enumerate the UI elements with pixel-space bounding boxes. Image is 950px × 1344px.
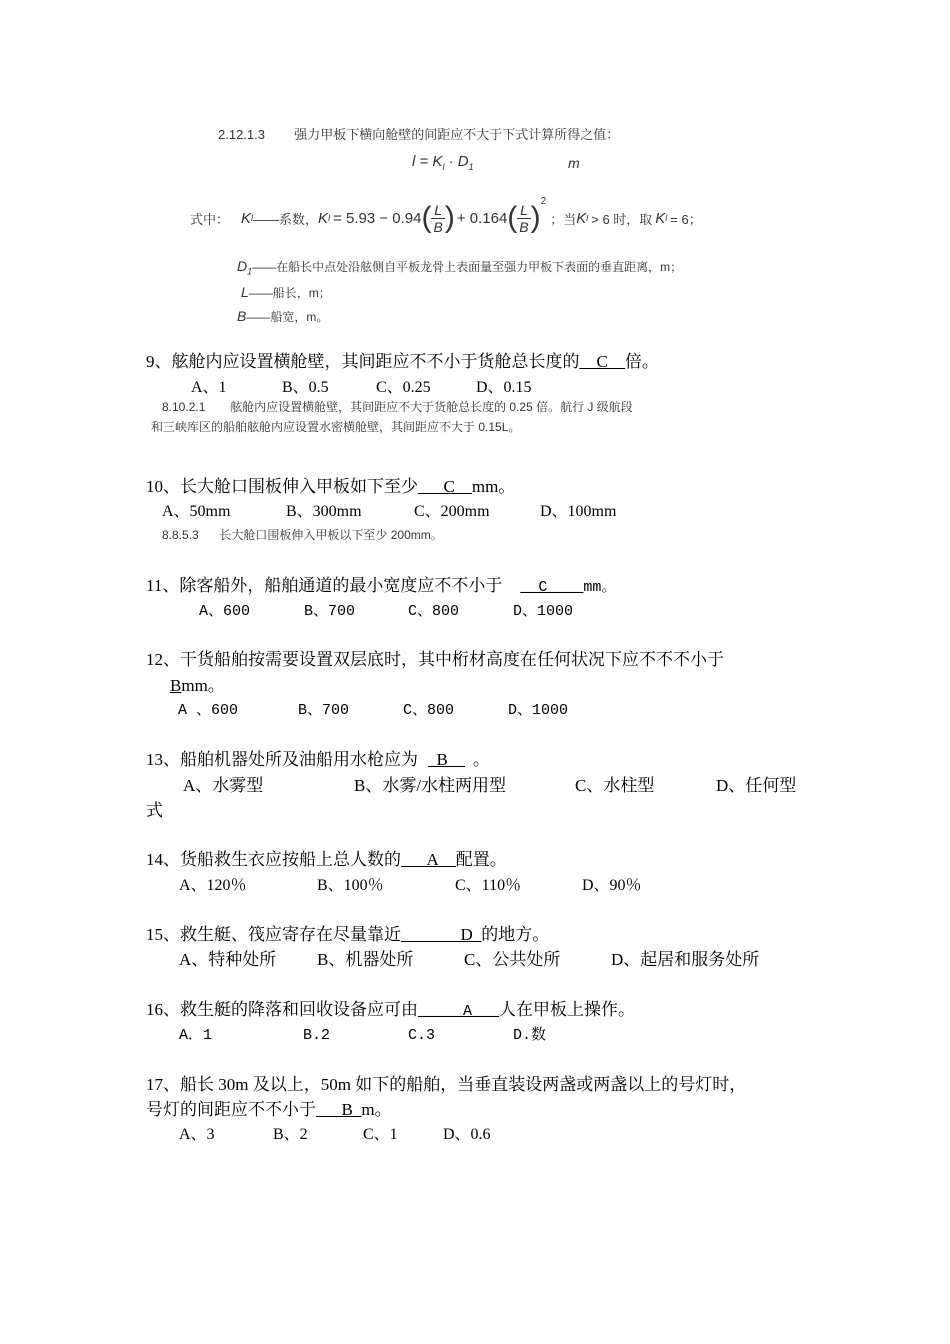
option-c: C、110％ [455,877,522,894]
option-d: D、起居和服务处所 [611,950,760,969]
option-a: A、120％ [179,877,247,894]
answer-blank: ___C__ [418,477,472,496]
option-b: B、机器处所 [317,950,414,969]
option-a: A 、600 [178,702,239,719]
question-text: 10、长大舱口围板伸入甲板如下至少 [146,477,418,496]
answer-blank: B [170,676,182,695]
question-text: 17、船长 30m 及以上，50m 如下的船舶，当垂直装设两盏或两盏以上的号灯时， [146,1075,747,1094]
answer-blank: ___B_ [316,1100,362,1119]
d1-definition: $D_1——$在船长中点处沿舷侧自平板龙骨上表面量至强力甲板下表面的垂直距离，m； [237,258,683,277]
option-d: D、0.15 [476,379,532,396]
option-b: B、100％ [317,877,384,894]
option-d: D、0.6 [443,1126,491,1143]
option-a: A、1 [191,379,227,396]
fraction-l-over-b: $\frac{L}{B}$ [433,201,443,235]
option-c: C、公共处所 [464,950,561,969]
b-definition: B——船宽，m。 [237,308,329,324]
option-b: B、300mm [286,503,362,520]
answer-blank: _B__ [428,750,465,769]
option-b: B、700 [304,603,356,620]
option-d: D、100mm [540,503,617,520]
coefficient-line: 式中： K l ——系数， K l = 5.93 − 0.94 ( $\frac{L}{B}$ ) + 0.164 ( $\frac{L}{B}$ ) $^2$ ；当 K l > 6 时，取 K l = 6； [190,196,702,235]
option-c: C、800 [408,603,460,620]
option-c: C.3 [408,1027,436,1044]
option-d: D.数 [513,1027,547,1044]
question-text: 12、干货船舶按需要设置双层底时，其中桁材高度在任何状况下应不不不小于 [146,650,724,669]
option-d: D、1000 [508,702,569,719]
formula-unit: m [568,155,580,171]
answer-blank: _______D_ [401,925,482,944]
option-d: D、任何型 [716,776,797,795]
option-c: C、200mm [414,503,490,520]
option-d: D、1000 [513,603,574,620]
question-text: 15、救生艇、筏应寄存在尽量靠近 [146,925,401,944]
answer-blank: __C__ [579,352,625,371]
option-a: A、600 [199,603,251,620]
l-definition: L——船长，m； [241,284,331,300]
option-c: C、800 [403,702,455,719]
option-d: D、90％ [582,877,642,894]
option-b: B、水雾/水柱两用型 [354,776,507,795]
option-b: B.2 [303,1027,331,1044]
option-b: B、2 [273,1126,308,1143]
fraction-l-over-b: $\frac{L}{B}$ [519,201,529,235]
question-text: 11、除客船外，船舶通道的最小宽度应不不小于 [146,576,503,595]
answer-blank: ___A__ [401,850,456,869]
option-a: A．1 [179,1027,213,1044]
answer-blank: _____A___ [418,1003,500,1020]
option-a: A、水雾型 [183,776,264,795]
option-b: B、0.5 [282,379,329,396]
answer-blank: __C____ [520,579,584,596]
option-a: A、特种处所 [179,950,277,969]
question-text: 13、船舶机器处所及油船用水枪应为 [146,750,418,769]
question-text: 14、货船救生衣应按船上总人数的 [146,850,401,869]
option-c: C、水柱型 [575,776,655,795]
option-a: A、3 [179,1126,215,1143]
clause-text: 强力甲板下横向舱壁的间距应不大于下式计算所得之值： [294,127,620,142]
option-b: B、700 [298,702,350,719]
option-c: C、0.25 [376,379,431,396]
question-text: 9、舷舱内应设置横舱壁，其间距应不不小于货舱总长度的 [146,352,580,371]
question-text: 16、救生艇的降落和回收设备应可由 [146,1000,418,1019]
option-c: C、1 [363,1126,398,1143]
formula-line: $l = K_l \cdot D_1$ [412,153,474,172]
reference-note-line2: 和三峡库区的船舶舷舱内应设置水密横舱壁，其间距应不大于 0.15L。 [151,420,521,434]
reference-note: 8.10.2.1 舷舱内应设置横舱壁，其间距应不大于货舱总长度的 0.25 倍。航行 J 级航段 [162,400,633,414]
option-d-wrap: 式 [146,801,163,820]
clause-number: 2.12.1.3 [218,127,265,142]
reference-note: 8.8.5.3 长大舱口围板伸入甲板以下至少 200mm。 [162,528,443,542]
option-a: A、50mm [162,503,231,520]
